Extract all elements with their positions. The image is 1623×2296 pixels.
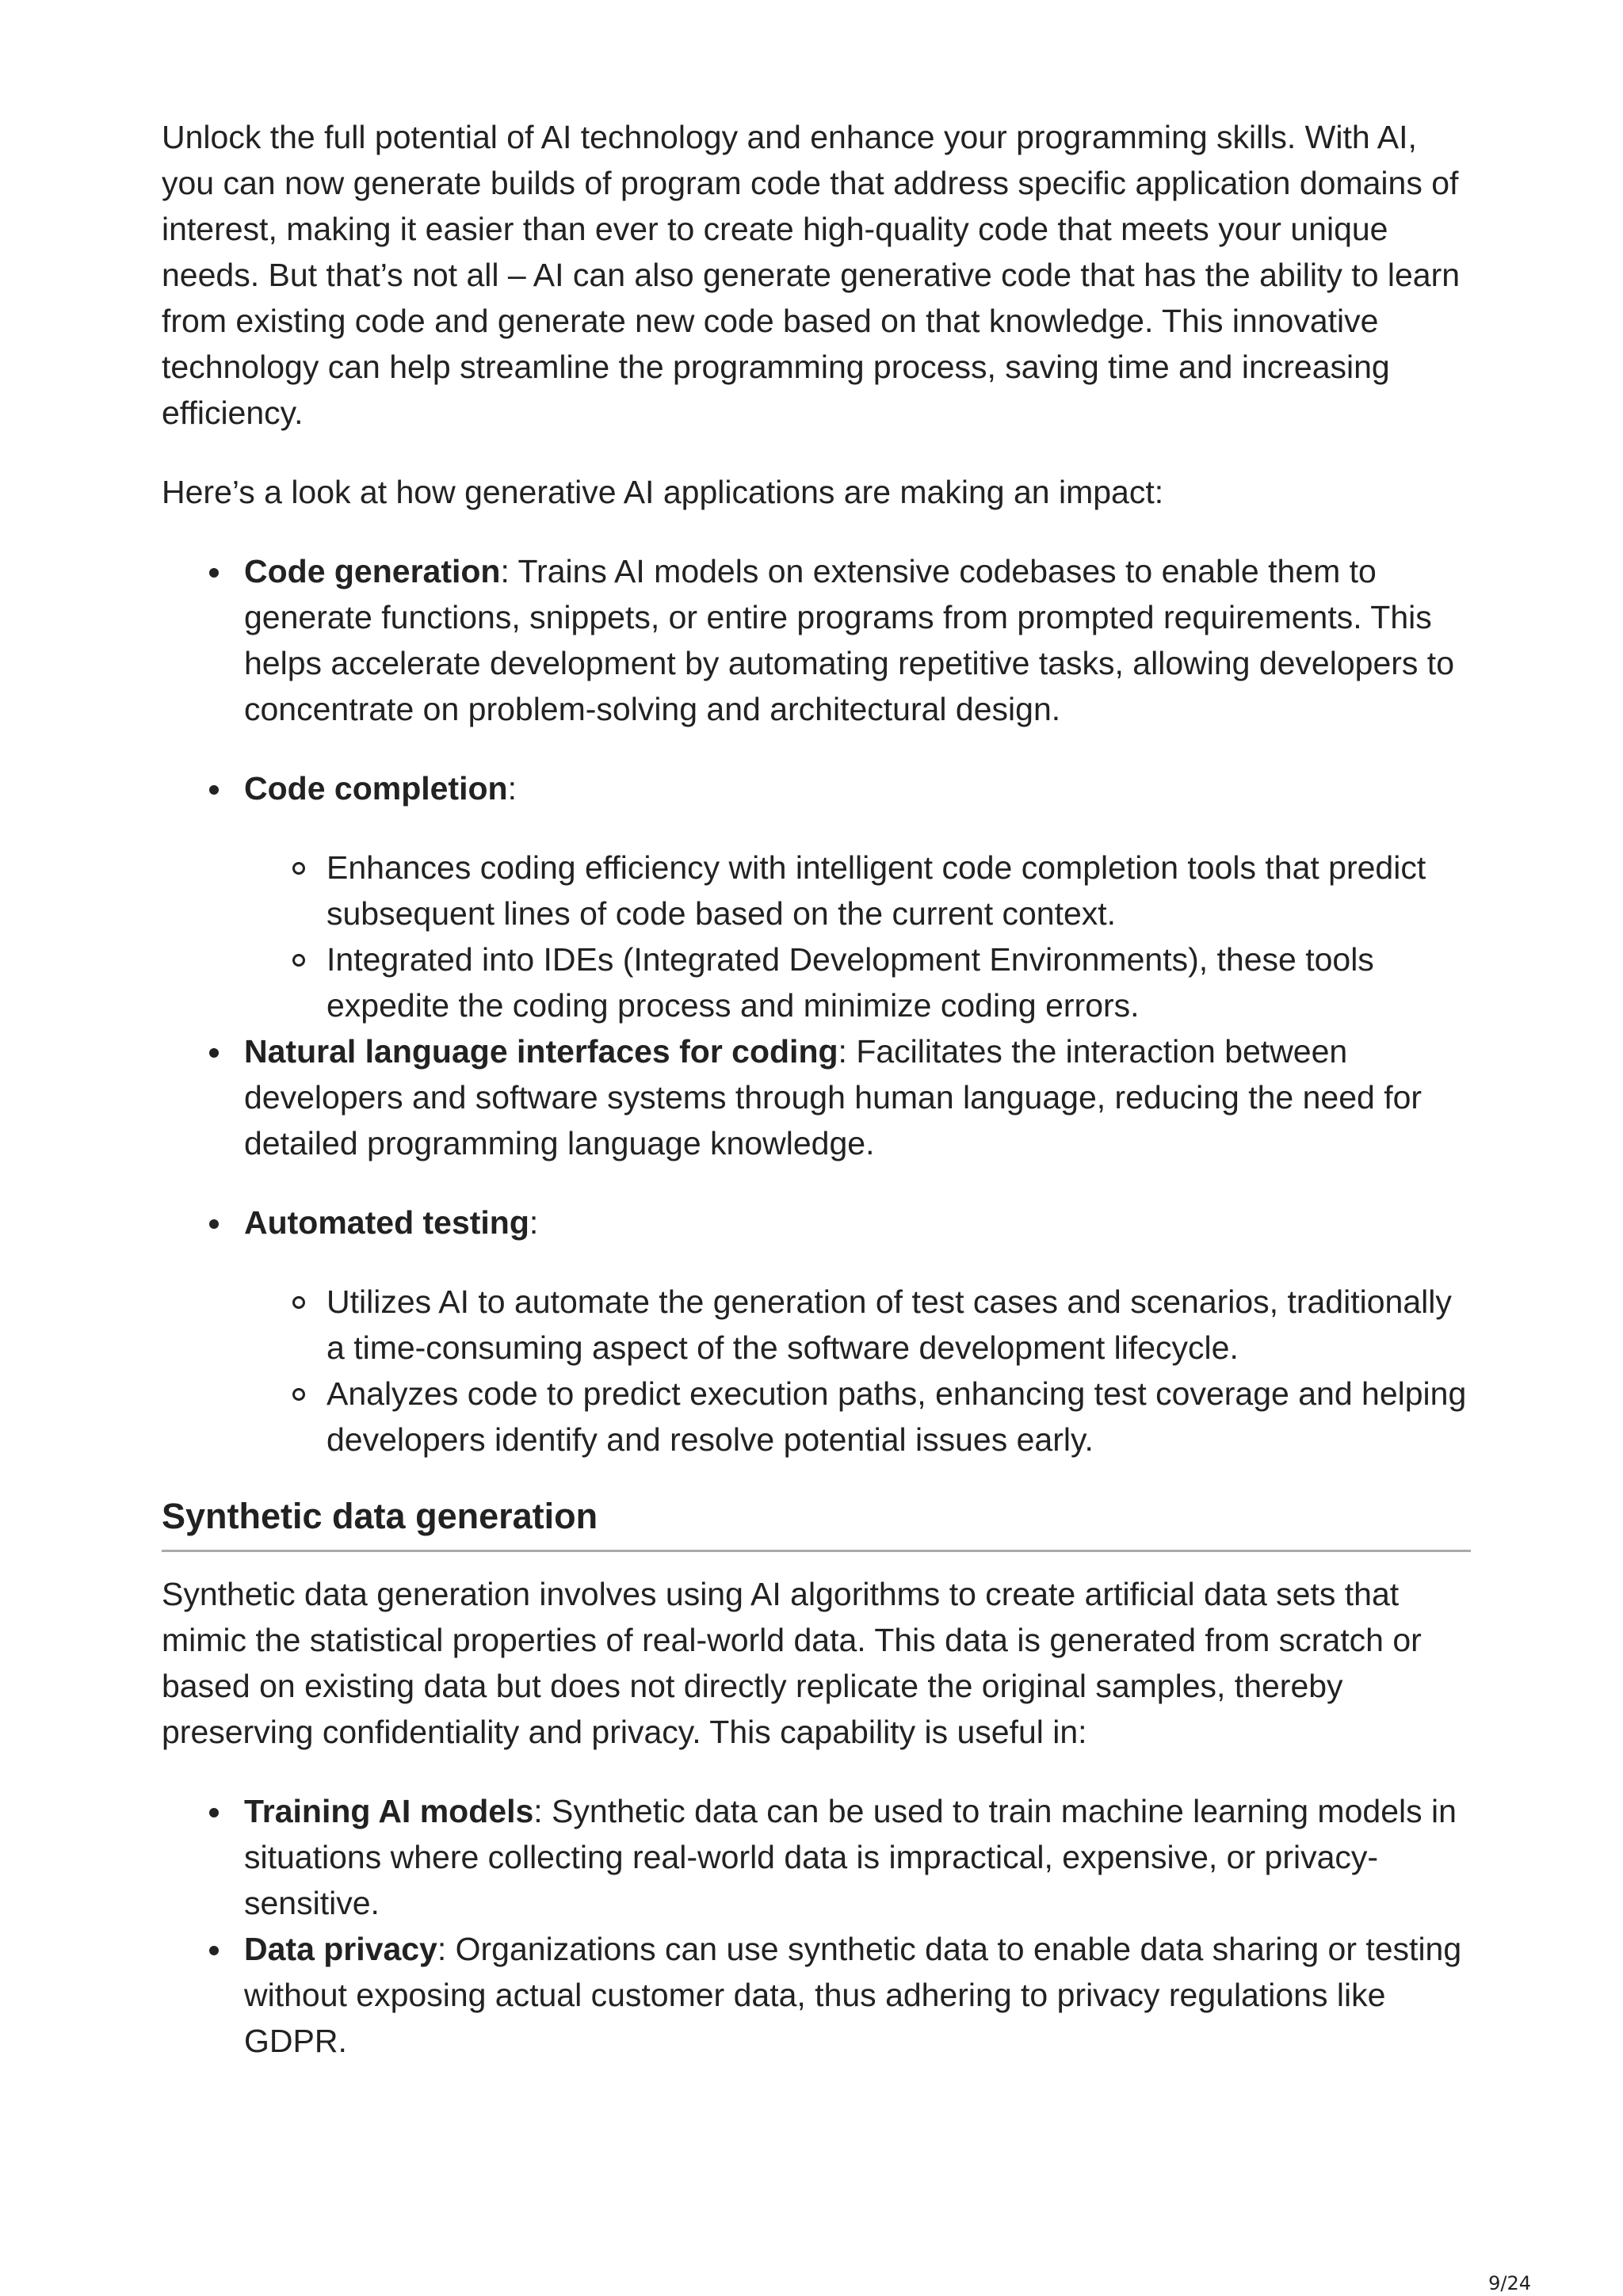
- list-item-automated-testing: [244, 1199, 1471, 1463]
- code-completion-sublist: [244, 845, 1471, 1028]
- code-completion-title: Code completion: [244, 770, 508, 807]
- data-privacy-title: Data privacy: [244, 1931, 437, 1967]
- automated-testing-sublist: [244, 1279, 1471, 1463]
- code-generation-title: Code generation: [244, 553, 501, 589]
- list-item-training-ai-models: [244, 1788, 1471, 1926]
- sub-list-item: Utilizes AI to automate the generation of test cases and scenarios, traditionally a time-consuming aspect of the software development lifecycle.: [327, 1279, 1471, 1371]
- synthetic-data-list: [162, 1788, 1471, 2064]
- page-number: 9/24: [1488, 2272, 1531, 2294]
- code-generation-text: : Trains AI models on extensive codebases to enable them to generate functions, snippets, or entire programs from prompted requirements. This helps accelerate development by automating repetitive tasks, allowing developers to concentrate on problem-solving and architectural design.: [244, 553, 1454, 727]
- automated-testing-title: Automated testing: [244, 1204, 529, 1241]
- impact-lead-paragraph: Here’s a look at how generative AI applications are making an impact:: [162, 474, 1164, 510]
- intro-paragraph: Unlock the full potential of AI technology and enhance your programming skills. With AI, you can now generate builds of program code that address specific application domains of interest, making it easier than ever to create high-quality code that meets your unique needs. But that’s not all – AI can also generate generative code that has the ability to learn from existing code and generate new code based on that knowledge. This innovative technology can help streamline the programming process, saving time and increasing efficiency.: [162, 119, 1461, 431]
- data-privacy-text: : Organizations can use synthetic data to enable data sharing or testing without exposing actual customer data, thus adhering to privacy regulations like GDPR.: [244, 1931, 1462, 2059]
- section-heading-synthetic-data: Synthetic data generation: [162, 1494, 1471, 1552]
- sub-list-item: Enhances coding efficiency with intelligent code completion tools that predict subsequent lines of code based on the current context.: [327, 845, 1471, 936]
- training-ai-models-title: Training AI models: [244, 1793, 534, 1829]
- training-ai-models-text: : Synthetic data can be used to train machine learning models in situations where collecting real-world data is impractical, expensive, or privacy-sensitive.: [244, 1793, 1457, 1921]
- document-page: [162, 114, 1471, 2064]
- synthetic-data-paragraph: Synthetic data generation involves using AI algorithms to create artificial data sets that mimic the statistical properties of real-world data. This data is generated from scratch or based on existing data but does not directly replicate the original samples, thereby preserving confidentiality and privacy. This capability is useful in:: [162, 1576, 1422, 1750]
- code-completion-text: :: [507, 770, 517, 807]
- natural-language-text: : Facilitates the interaction between developers and software systems through human language, reducing the need for detailed programming language knowledge.: [244, 1033, 1423, 1161]
- natural-language-title: Natural language interfaces for coding: [244, 1033, 838, 1070]
- impact-list: [162, 548, 1471, 1463]
- sub-list-item: Analyzes code to predict execution paths, enhancing test coverage and helping developers identify and resolve potential issues early.: [327, 1371, 1471, 1463]
- sub-list-item: Integrated into IDEs (Integrated Development Environments), these tools expedite the coding process and minimize coding errors.: [327, 936, 1471, 1028]
- list-item-code-generation: [244, 548, 1471, 732]
- list-item-natural-language: [244, 1028, 1471, 1166]
- list-item-data-privacy: [244, 1926, 1471, 2064]
- list-item-code-completion: [244, 765, 1471, 1028]
- automated-testing-text: :: [529, 1204, 539, 1241]
